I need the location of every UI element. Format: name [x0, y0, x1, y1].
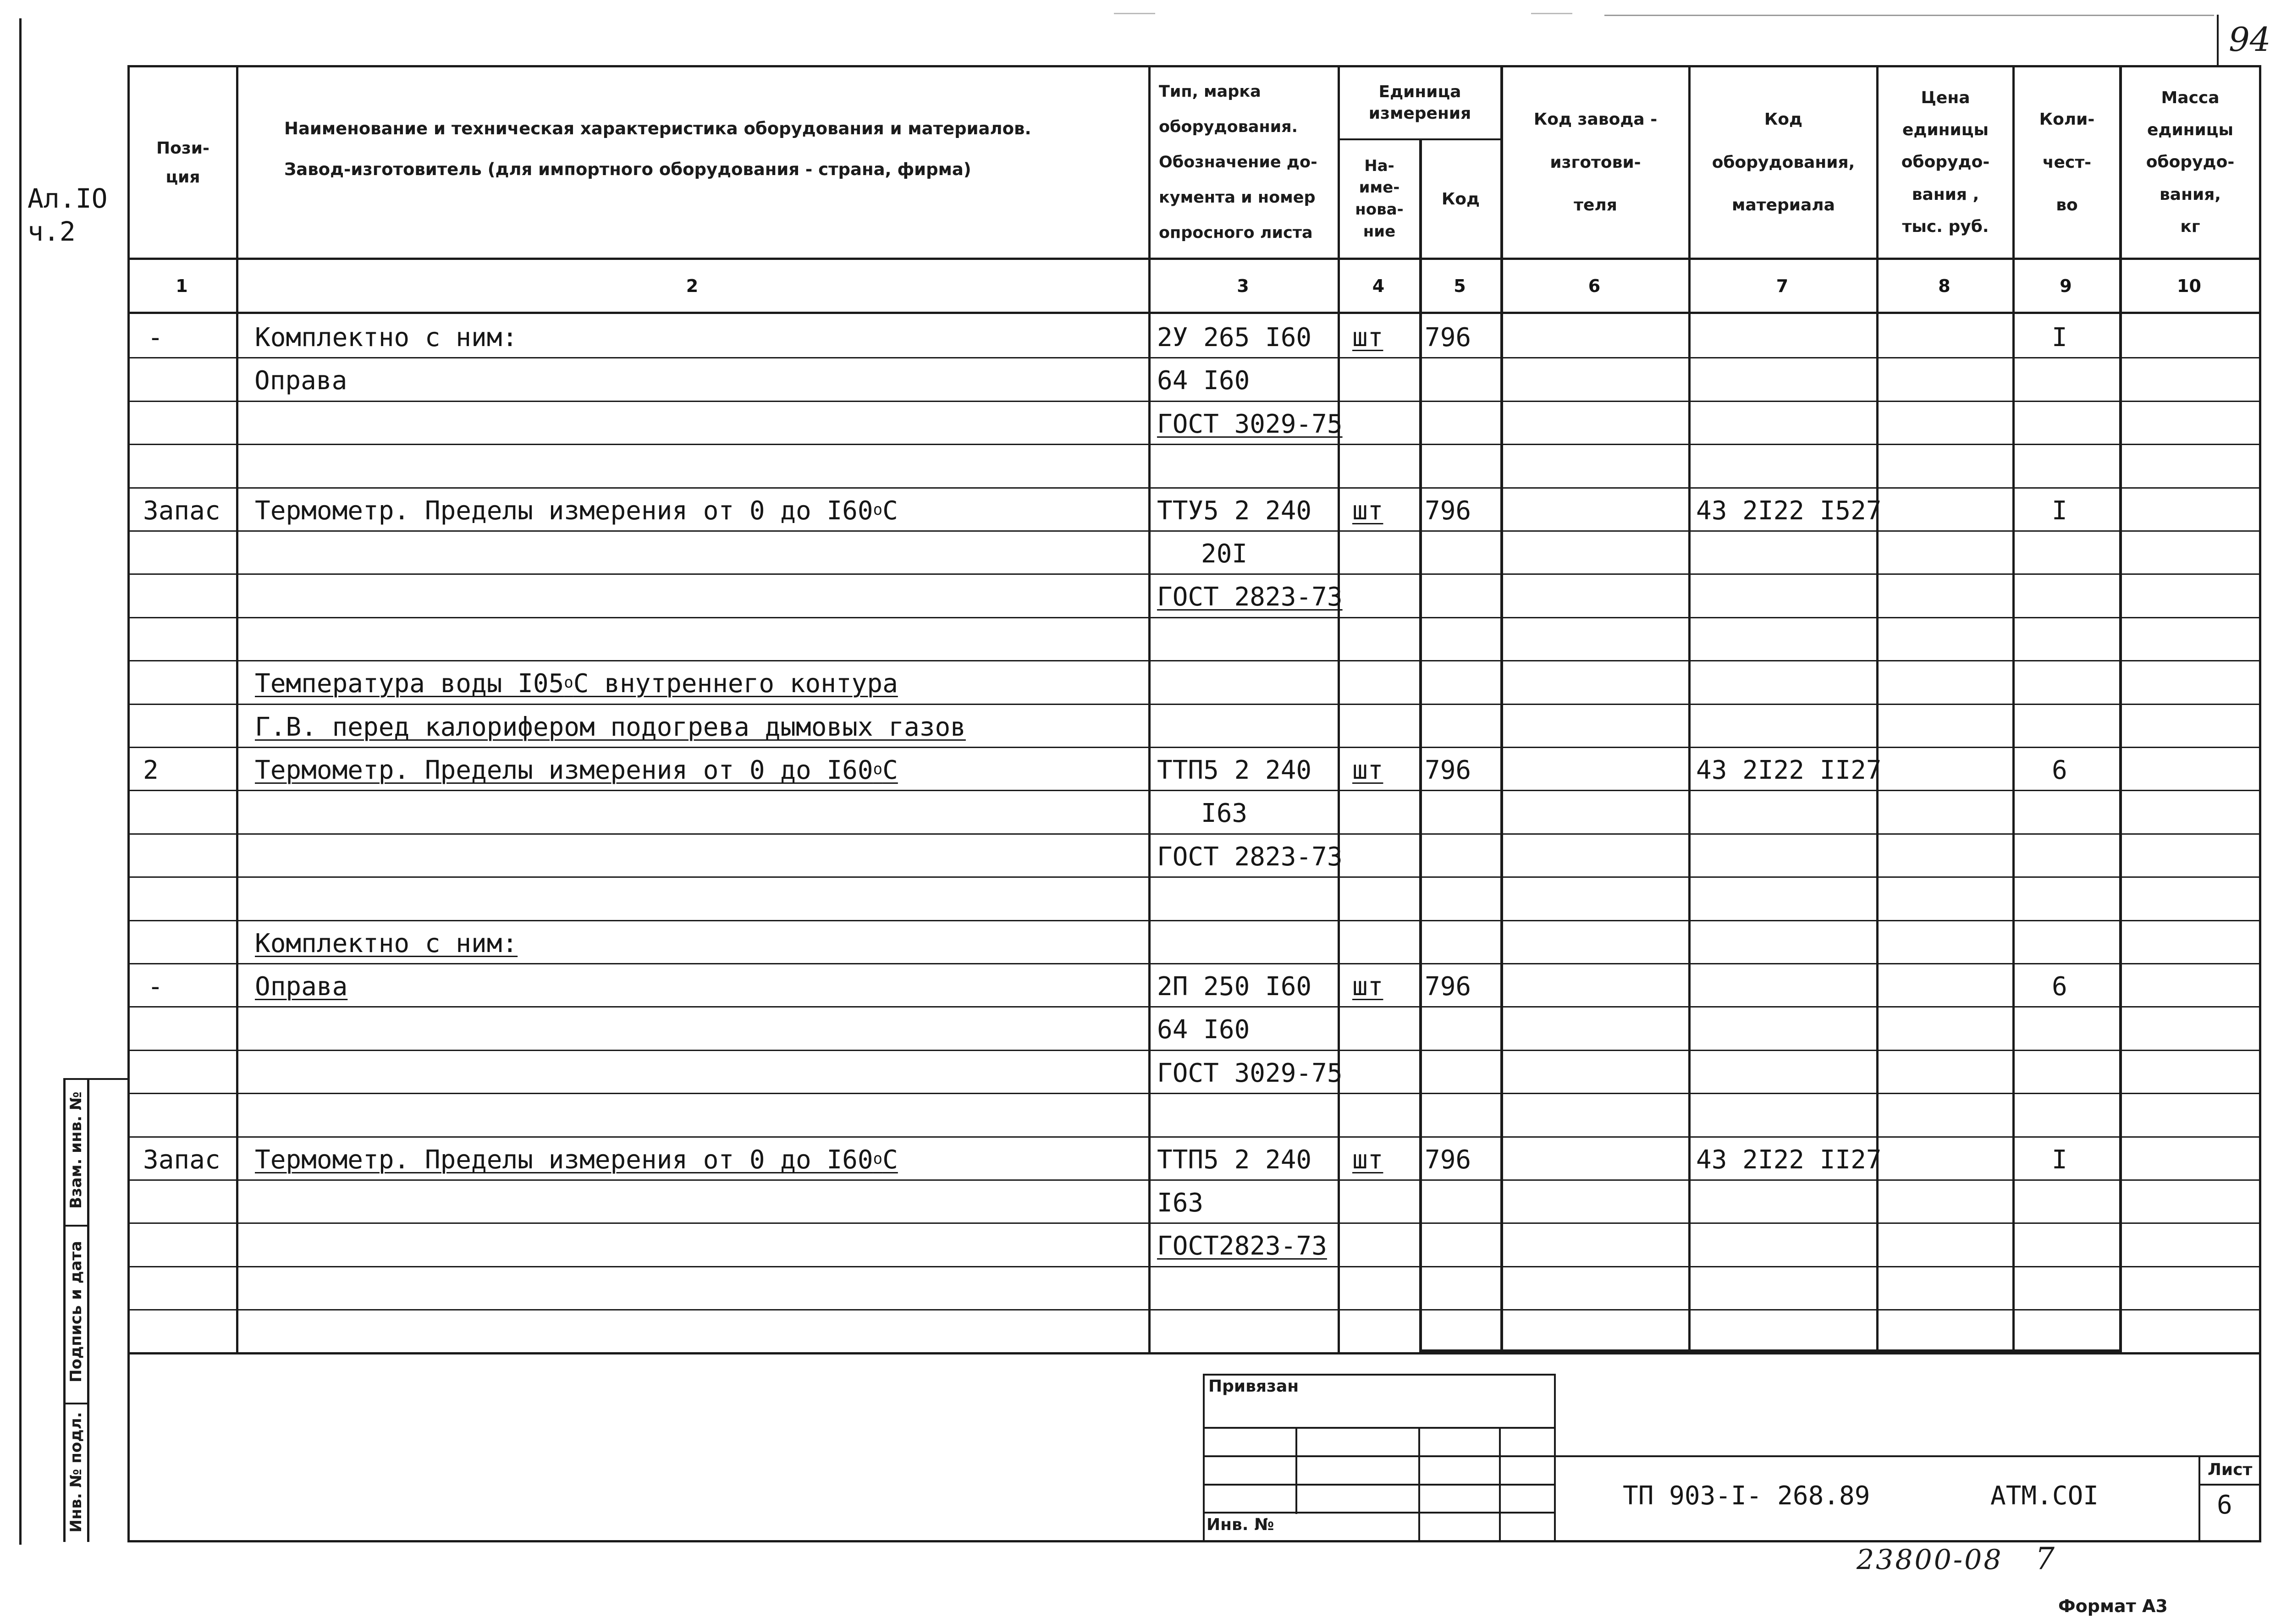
stamp-row-1 — [1203, 1427, 1556, 1429]
corner-box-left — [2217, 15, 2219, 66]
row-quantity: 6 — [2052, 972, 2067, 1002]
row-position: Запас — [143, 1145, 220, 1175]
row-position: Запас — [143, 496, 220, 526]
row-type: 64 I60 — [1157, 366, 1250, 396]
column-divider — [2012, 65, 2015, 1352]
row-type: 2П 250 I60 — [1157, 972, 1312, 1002]
row-divider — [127, 1222, 2261, 1224]
degree-mark: о — [873, 1150, 883, 1168]
row-type: ГОСТ 2823-73 — [1157, 842, 1343, 872]
row-equipment-code: 43 2I22 II27 — [1696, 1145, 1882, 1175]
row-type: ГОСТ 3029-75 — [1157, 1058, 1343, 1088]
row-name-text: Комплектно с ним: — [255, 323, 518, 352]
row-name-text: Температура воды I05 — [255, 669, 564, 699]
scan-mark — [1531, 13, 1572, 14]
row-unit-name: шт — [1352, 323, 1383, 352]
row-name — [255, 1147, 898, 1173]
header-unit-code: Код — [1441, 189, 1480, 209]
side-label-signature-date: Подпись и дата — [67, 1241, 85, 1382]
row-equipment-code: 43 2I22 II27 — [1696, 755, 1882, 785]
row-type: 2У 265 I60 — [1157, 323, 1312, 352]
row-name — [255, 755, 898, 785]
paper-format-label: Формат А3 — [2058, 1596, 2168, 1616]
row-name — [255, 498, 898, 524]
row-name-text: Оправа — [254, 366, 347, 396]
header-name — [238, 67, 1148, 258]
column-number: 8 — [1938, 275, 1950, 296]
stamp-row-2 — [1203, 1455, 1556, 1457]
column-number: 7 — [1776, 275, 1789, 296]
frame-left-margin-line — [19, 18, 22, 1545]
table-right-border — [2259, 65, 2261, 1542]
row-name-text: Г.В. перед калорифером подогрева дымовых газов — [255, 712, 966, 742]
row-unit-name: шт — [1352, 1145, 1383, 1175]
row-position: - — [148, 972, 163, 1002]
row-divider — [127, 357, 2261, 358]
row-divider — [127, 1050, 2261, 1051]
column-number: 6 — [1588, 275, 1601, 296]
row-divider — [127, 444, 2261, 445]
row-quantity: I — [2052, 1145, 2067, 1175]
header-equipment-code: Код оборудования, материала — [1712, 110, 1855, 215]
row-divider — [127, 876, 2261, 878]
row-type: ГОСТ 3029-75 — [1157, 409, 1343, 439]
heavy-bottom-edge — [1419, 1349, 2121, 1353]
column-number: 9 — [2060, 275, 2072, 296]
row-divider — [127, 1006, 2261, 1007]
header-quantity: Коли- чест- во — [2039, 110, 2095, 215]
row-unit-name: шт — [1352, 755, 1383, 785]
row-unit-code: 796 — [1425, 496, 1471, 526]
row-name-tail: С — [882, 755, 898, 785]
sheet-label: Лист — [2208, 1460, 2253, 1479]
row-type: ГОСТ 2823-73 — [1157, 582, 1343, 612]
column-divider — [2119, 65, 2122, 1352]
colnum-bottom-line — [127, 312, 2261, 314]
row-name-tail: С — [882, 496, 898, 526]
column-number: 5 — [1454, 275, 1466, 296]
row-name-text: Термометр. Пределы измерения от 0 до I60 — [255, 496, 873, 526]
row-type: I63 — [1157, 1188, 1204, 1218]
side-box-left-line — [63, 1078, 66, 1542]
row-name — [255, 671, 898, 697]
row-name-text: Оправа — [255, 972, 348, 1002]
sheet-corner-number: 94 — [2229, 20, 2271, 59]
scan-mark — [1114, 13, 1155, 14]
row-name — [255, 931, 518, 957]
side-box-top-line — [63, 1078, 130, 1080]
row-name — [255, 712, 966, 742]
side-box-sep-1 — [63, 1225, 89, 1227]
row-divider — [127, 401, 2261, 402]
row-divider — [127, 1309, 2261, 1310]
column-number: 10 — [2177, 275, 2201, 296]
header-unit-price: Цена единицы оборудо- вания , тыс. руб. — [1901, 88, 1990, 236]
side-box-right-line — [87, 1078, 89, 1542]
row-divider — [127, 1179, 2261, 1181]
row-position: - — [148, 323, 163, 352]
header-mass: Масса единицы оборудо- вания, кг — [2146, 88, 2235, 236]
stamp-inv-no: Инв. № — [1207, 1515, 1274, 1534]
side-label-original-inventory: Инв. № подл. — [67, 1412, 85, 1533]
header-position: Пози- ция — [156, 138, 209, 187]
row-type: ТТУ5 2 240 — [1157, 496, 1312, 526]
degree-mark: о — [873, 501, 883, 519]
stamp-col-3 — [1499, 1427, 1501, 1542]
stamp-col-2 — [1418, 1427, 1420, 1542]
row-quantity: I — [2052, 496, 2067, 526]
row-quantity: I — [2052, 323, 2067, 352]
column-number: 2 — [686, 275, 699, 296]
side-box-sep-2 — [63, 1403, 89, 1404]
row-unit-code: 796 — [1425, 323, 1471, 352]
row-unit-code: 796 — [1425, 1145, 1471, 1175]
sheet-number: 6 — [2217, 1490, 2232, 1520]
sheet-box-left — [2198, 1455, 2200, 1542]
archive-number: 23800-08 — [1857, 1544, 2003, 1576]
row-divider — [127, 487, 2261, 489]
row-quantity: 6 — [2052, 755, 2067, 785]
row-type: 64 I60 — [1157, 1015, 1250, 1045]
row-position: 2 — [143, 755, 159, 785]
document-code: АТМ.СОI — [1990, 1481, 2099, 1511]
stamp-row-3 — [1203, 1484, 1556, 1486]
header-name-line1: Наименование и техническая характеристика оборудования и материалов. — [284, 119, 1031, 138]
row-divider — [127, 833, 2261, 835]
row-name-tail: С — [882, 1145, 898, 1175]
row-name — [255, 974, 347, 1000]
degree-mark: о — [564, 673, 573, 692]
row-type: ГОСТ2823-73 — [1157, 1231, 1327, 1261]
table-bottom-border — [127, 1540, 2261, 1542]
left-note-line2: ч.2 — [28, 216, 76, 247]
stamp-right — [1554, 1374, 1556, 1542]
stamp-row-4 — [1203, 1512, 1556, 1514]
header-type: Тип, марка оборудования. Обозначение до- кумента и номер опросного листа — [1159, 83, 1317, 242]
row-divider — [127, 747, 2261, 748]
row-type: ТТП5 2 240 — [1157, 1145, 1312, 1175]
stamp-col-1 — [1295, 1427, 1297, 1514]
column-divider — [1500, 65, 1503, 1352]
row-divider — [127, 530, 2261, 532]
row-divider — [127, 1266, 2261, 1267]
column-divider — [1338, 65, 1340, 1352]
document-designation: ТП 903-I- 268.89 — [1623, 1481, 1870, 1511]
row-name-text: Термометр. Пределы измерения от 0 до I60 — [255, 755, 873, 785]
row-name — [254, 368, 347, 394]
row-divider — [127, 1093, 2261, 1094]
stamp-left — [1203, 1374, 1205, 1542]
row-unit-code: 796 — [1425, 755, 1471, 785]
row-type: ТТП5 2 240 — [1157, 755, 1312, 785]
row-name-text: Термометр. Пределы измерения от 0 до I60 — [255, 1145, 873, 1175]
column-number: 3 — [1237, 275, 1249, 296]
row-unit-name: шт — [1352, 496, 1383, 526]
header-unit-name: На- име- нова- ние — [1355, 156, 1404, 241]
row-unit-code: 796 — [1425, 972, 1471, 1002]
row-divider — [127, 617, 2261, 618]
row-type: 20I — [1201, 539, 1248, 569]
header-unit-group: Единица измерения — [1368, 82, 1471, 123]
degree-mark: о — [873, 760, 883, 778]
column-divider — [1148, 65, 1151, 1352]
row-divider — [127, 790, 2261, 791]
left-note-line1: Ал.IO — [28, 183, 108, 214]
column-number: 1 — [176, 275, 188, 296]
stamp-privyazan: Привязан — [1208, 1377, 1299, 1396]
header-factory-code: Код завода - изготови- теля — [1533, 110, 1658, 215]
column-divider — [1688, 65, 1691, 1352]
header-name-line2: Завод-изготовитель (для импортного оборудования - страна, фирма) — [284, 159, 971, 179]
column-divider — [236, 65, 238, 1352]
row-equipment-code: 43 2I22 I527 — [1696, 496, 1882, 526]
row-name-text: Комплектно с ним: — [255, 929, 518, 958]
row-divider — [127, 1136, 2261, 1138]
row-name-tail: С внутреннего контура — [573, 669, 898, 699]
designation-top — [1556, 1455, 2261, 1457]
column-number: 4 — [1372, 275, 1385, 296]
row-divider — [127, 920, 2261, 921]
archive-sheet-number: 7 — [2035, 1541, 2055, 1576]
row-divider — [127, 963, 2261, 964]
row-divider — [127, 704, 2261, 705]
column-divider — [1419, 140, 1422, 1352]
scan-mark — [1604, 15, 2214, 16]
row-divider — [127, 573, 2261, 575]
row-type: I63 — [1201, 798, 1248, 828]
side-label-replaced-inventory: Взам. инв. № — [67, 1091, 85, 1209]
row-divider — [127, 660, 2261, 661]
stamp-top — [1203, 1374, 1556, 1376]
row-unit-name: шт — [1352, 972, 1383, 1002]
row-name — [255, 325, 518, 351]
sheet-box-mid — [2198, 1484, 2261, 1486]
